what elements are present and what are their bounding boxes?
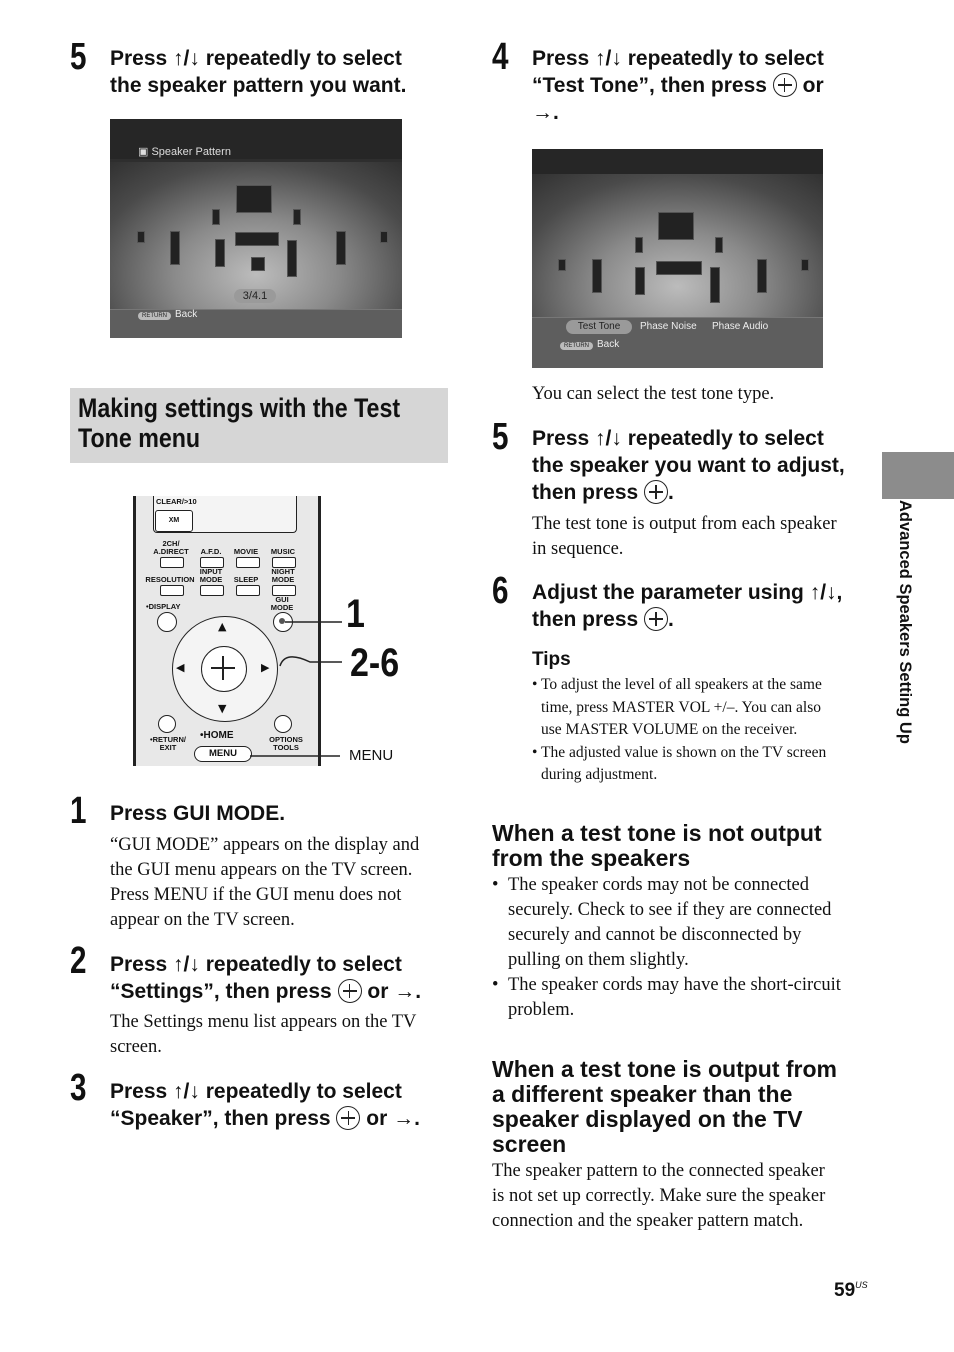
step-6-heading: Adjust the parameter using ↑/↓, then press . — [532, 581, 843, 631]
section-heading-box — [70, 388, 448, 463]
pattern-value[interactable]: 3/4.1 — [234, 289, 276, 303]
step-4-heading: Press ↑/↓ repeatedly to select “Test Tone”, then press or →. — [532, 47, 824, 124]
speaker-test-tone-screen — [532, 149, 823, 368]
section-heading-different-speaker: When a test tone is output from a different speaker than the speaker displayed on the TV screen — [492, 1056, 837, 1157]
back-label: Back — [597, 339, 620, 350]
center-speaker-icon — [656, 261, 702, 275]
right-arrow-icon[interactable]: ▶ — [261, 661, 270, 674]
bullet-item: • The speaker cords may have the short-circuit problem. — [492, 975, 841, 1020]
step-1-body: “GUI MODE” appears on the display and the GUI menu appears on the TV screen. Press MENU if the GUI menu does not appear on the TV screen. — [110, 835, 420, 930]
menu-button[interactable]: MENU — [194, 746, 252, 762]
enter-icon — [644, 607, 668, 631]
speaker-pattern-screen — [110, 119, 402, 338]
xm-button[interactable]: XM — [155, 510, 193, 532]
tips-heading: Tips — [532, 649, 571, 670]
step-5-body: The test tone is output from each speaker in sequence. — [532, 514, 837, 559]
enter-icon — [644, 480, 668, 504]
no-output-bullets — [492, 873, 877, 1023]
screen-caption: You can select the test tone type. — [532, 384, 775, 404]
enter-icon — [336, 1106, 360, 1130]
screen-title: ▣ Speaker Pattern — [138, 146, 231, 158]
different-speaker-body: The speaker pattern to the connected speaker is not set up correctly. Make sure the speaker connection and the speaker pattern match. — [492, 1161, 826, 1231]
step-number: 3 — [70, 1067, 87, 1109]
return-button-icon: RETURN — [138, 312, 171, 320]
step-number: 5 — [70, 36, 87, 78]
step-1-heading: Press GUI MODE. — [110, 802, 286, 825]
return-exit-button[interactable] — [158, 715, 176, 733]
step-number: 5 — [492, 416, 509, 458]
callout-step-2-6: 2-6 — [350, 641, 400, 685]
step-2-body: The Settings menu list appears on the TV screen. — [110, 1012, 417, 1057]
step-number: 6 — [492, 570, 509, 612]
section-heading-no-output: When a test tone is not output from the speakers — [492, 820, 822, 871]
a-direct-button[interactable] — [160, 557, 184, 568]
return-button-icon: RETURN — [560, 342, 593, 350]
step-number: 2 — [70, 940, 87, 982]
enter-icon — [338, 979, 362, 1003]
display-button[interactable] — [157, 612, 177, 632]
callout-menu: MENU — [349, 747, 394, 764]
left-arrow-icon[interactable]: ◀ — [176, 661, 185, 674]
tv-icon — [236, 185, 272, 213]
tip-item: • The adjusted value is shown on the TV screen during adjustment. — [532, 743, 827, 783]
enter-icon — [773, 73, 797, 97]
bullet-item: • The speaker cords may not be connected securely. Check to see if they are connected securely and cannot be disconnected by pulling on them slightly. — [492, 875, 832, 970]
step-5-adjust-heading: Press ↑/↓ repeatedly to select the speaker you want to adjust, then press . — [532, 427, 845, 504]
back-label: Back — [175, 309, 198, 320]
down-arrow-icon[interactable]: ▼ — [218, 702, 227, 715]
center-speaker-icon — [235, 232, 279, 246]
step-number: 1 — [70, 790, 87, 832]
option-test-tone[interactable]: Test Tone — [566, 320, 632, 334]
movie-button[interactable] — [236, 557, 260, 568]
sleep-button[interactable] — [236, 585, 260, 596]
step-5-heading: Press ↑/↓ repeatedly to select the speaker pattern you want. — [110, 47, 407, 97]
side-tab-marker — [882, 452, 954, 499]
step-3-heading: Press ↑/↓ repeatedly to select “Speaker”, then press or →. — [110, 1080, 420, 1130]
tips-list — [532, 674, 877, 787]
resolution-button[interactable] — [160, 585, 184, 596]
step-2-heading: Press ↑/↓ repeatedly to select “Settings”, then press or →. — [110, 953, 422, 1003]
input-mode-button[interactable] — [200, 585, 224, 596]
section-heading: Making settings with the Test Tone menu — [78, 393, 401, 453]
step-number: 4 — [492, 36, 509, 78]
tv-icon — [658, 212, 694, 240]
option-phase-noise[interactable]: Phase Noise — [640, 321, 697, 332]
up-arrow-icon[interactable]: ▲ — [218, 620, 227, 633]
option-phase-audio[interactable]: Phase Audio — [712, 321, 769, 332]
tip-item: • To adjust the level of all speakers at the same time, press MASTER VOL +/–. You can also use MASTER VOLUME on the receiver. — [532, 676, 822, 738]
page-number: $59^{US}$ — [834, 1280, 868, 1301]
remote-control-illustration: CLEAR/>10 XM 2CH/ A.DIRECT A.F.D. MOVIE MUSIC RESOLUTION INPUT MODE SLEEP NIGHT MODE •DISPLAY GUI MODE ▲ ▼ ◀ ▶ •RETURN/ EXIT •HOME OPTIONS TOOLS MENU — [133, 496, 321, 766]
side-tab-label: Advanced Speakers Setting Up — [896, 500, 914, 744]
callout-step-1: 1 — [346, 592, 365, 636]
